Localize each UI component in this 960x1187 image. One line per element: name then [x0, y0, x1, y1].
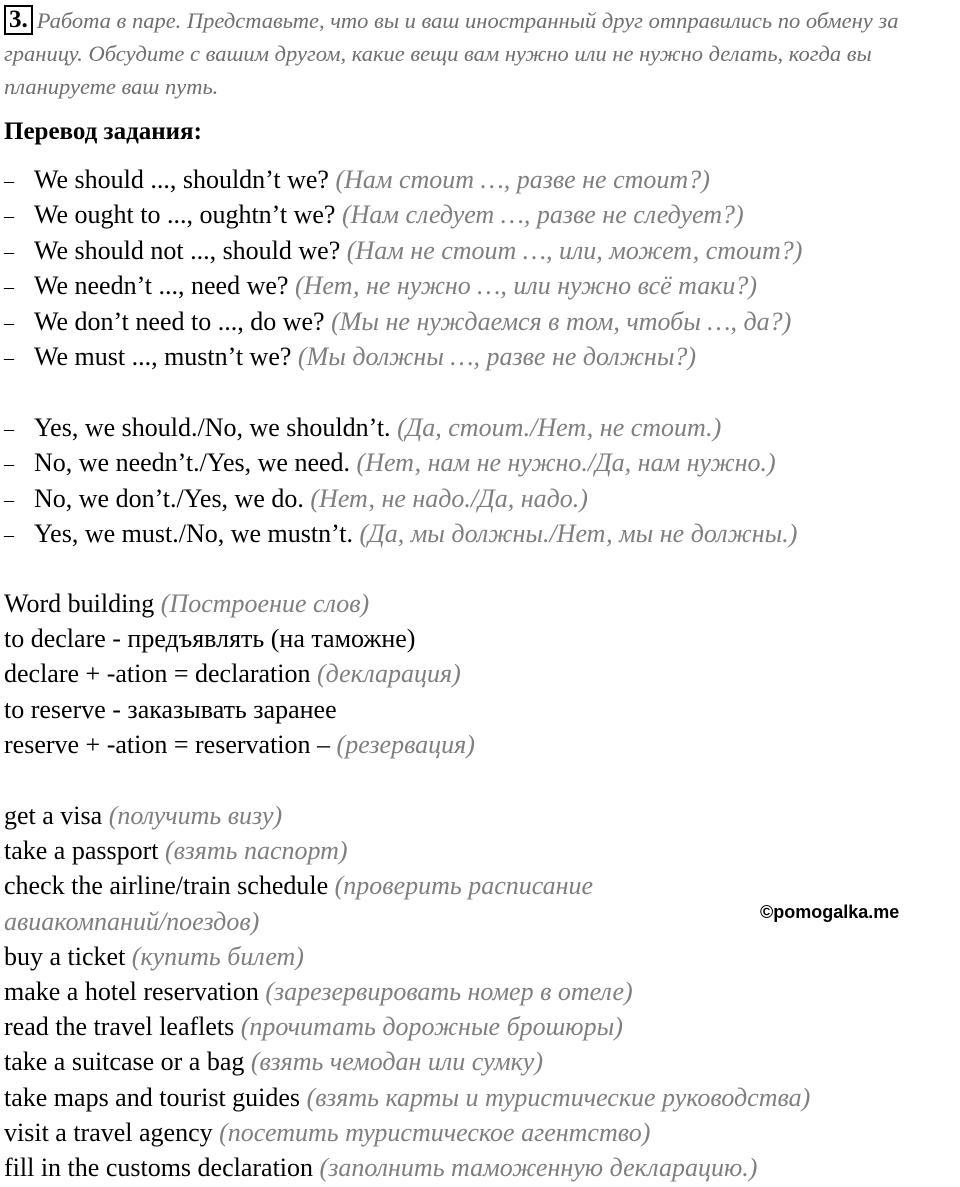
task-instruction [4, 4, 952, 103]
action-ru: (купить билет) [131, 941, 304, 971]
watermark: ©pomogalka.me [760, 902, 900, 922]
list-item [4, 798, 810, 833]
dash-bullet: – [4, 524, 14, 547]
list-item [4, 1115, 810, 1150]
task-number: 3. [4, 5, 33, 35]
dash-bullet: – [4, 311, 14, 334]
dash-bullet: – [4, 418, 14, 440]
action-en: make a hotel reservation [4, 976, 259, 1006]
phrase-ru: (Нам стоит …, разве не стоит?) [335, 165, 710, 194]
list-item [4, 1080, 810, 1115]
answer-en: Yes, we should./No, we shouldn’t. [34, 413, 391, 442]
answer-ru: (Нет, нам не нужно./Да, нам нужно.) [356, 448, 776, 478]
action-en: buy a ticket [4, 941, 126, 971]
task-text: Работа в паре. Представьте, что вы и ваш иностранный друг отправились по обмену за границу. Обсудите с вашим другом, какие вещи вам нужно или не нужно делать, когда вы планируете ваш путь. [4, 8, 899, 99]
phrase-ru: (Нам не стоит …, или, может, стоит?) [346, 235, 803, 265]
dash-bullet: – [4, 488, 14, 511]
phrase-list [4, 162, 802, 374]
action-en: take a suitcase or a bag [4, 1047, 245, 1077]
phrase-en: We needn’t ..., need we? [34, 271, 289, 301]
word-en: to reserve - заказывать заранее [4, 694, 337, 724]
action-ru: (взять чемодан или сумку) [250, 1047, 543, 1077]
list-item [4, 1044, 810, 1079]
answer-ru: (Да, мы должны./Нет, мы не должны.) [359, 519, 798, 549]
word-en: reserve + -ation = reservation – [4, 729, 331, 759]
answer-en: Yes, we must./No, we mustn’t. [34, 519, 354, 549]
answer-ru: (Нет, не надо./Да, надо.) [310, 483, 588, 513]
list-item [4, 621, 475, 656]
action-en: check the airline/train schedule [4, 871, 329, 901]
action-en: visit a travel agency [4, 1117, 213, 1147]
list-item [4, 410, 797, 445]
dash-bullet: – [4, 276, 14, 299]
word-en: declare + -ation = declaration [4, 659, 311, 689]
word-ru: (резервация) [336, 729, 475, 759]
list-item [4, 162, 802, 197]
list-item [4, 586, 475, 621]
action-ru: (взять паспорт) [165, 836, 348, 866]
section-heading: Перевод задания: [4, 118, 202, 145]
phrase-en: We must ..., mustn’t we? [34, 341, 292, 371]
action-en: read the travel leaflets [4, 1012, 235, 1042]
action-en: fill in the customs declaration [4, 1152, 314, 1182]
dash-bullet: – [4, 240, 14, 263]
list-item [4, 939, 810, 974]
answer-en: No, we needn’t./Yes, we need. [34, 448, 351, 478]
phrase-en: We ought to ..., oughtn’t we? [34, 200, 336, 230]
answer-en: No, we don’t./Yes, we do. [34, 483, 304, 513]
action-en: take a passport [4, 836, 159, 866]
list-item [4, 727, 475, 762]
answer-list [4, 410, 797, 552]
word-building-title-ru: (Построение слов) [160, 589, 370, 618]
phrase-en: We should ..., shouldn’t we? [34, 165, 329, 194]
list-item [4, 656, 475, 691]
action-en: take maps and tourist guides [4, 1082, 301, 1112]
action-ru: (прочитать дорожные брошюры) [240, 1012, 623, 1042]
action-en: get a visa [4, 801, 103, 830]
list-item [4, 516, 797, 551]
dash-bullet: – [4, 453, 14, 476]
word-building-title: Word building [4, 589, 155, 618]
action-ru: (посетить туристическое агентство) [219, 1117, 651, 1147]
phrase-en: We should not ..., should we? [34, 235, 341, 265]
list-item [4, 304, 802, 339]
list-item [4, 233, 802, 268]
list-item [4, 481, 797, 516]
action-ru: (зарезервировать номер в отеле) [265, 976, 633, 1006]
list-item [4, 445, 797, 480]
list-item [4, 197, 802, 232]
action-ru: (взять карты и туристические руководства) [306, 1082, 811, 1112]
word-ru: (декларация) [317, 659, 461, 689]
list-item [4, 268, 802, 303]
action-list [4, 798, 810, 1185]
list-item [4, 833, 810, 868]
list-item [4, 868, 724, 938]
phrase-ru: (Нет, не нужно …, или нужно всё таки?) [294, 271, 758, 301]
phrase-ru: (Мы должны …, разве не должны?) [297, 341, 697, 371]
list-item [4, 1150, 810, 1185]
phrase-ru: (Мы не нуждаемся в том, чтобы …, да?) [331, 306, 792, 336]
dash-bullet: – [4, 346, 14, 369]
dash-bullet: – [4, 170, 14, 192]
list-item [4, 974, 810, 1009]
list-item [4, 692, 475, 727]
action-ru: (заполнить таможенную декларацию.) [319, 1152, 758, 1182]
answer-ru: (Да, стоит./Нет, не стоит.) [397, 413, 722, 442]
list-item [4, 339, 802, 374]
action-ru: (получить визу) [108, 801, 283, 830]
phrase-en: We don’t need to ..., do we? [34, 306, 325, 336]
word-building-list [4, 586, 475, 762]
action-ru: (проверить расписание авиакомпаний/поездов) [4, 871, 594, 936]
list-item [4, 1009, 810, 1044]
word-en: to declare - предъявлять (на таможне) [4, 624, 416, 654]
phrase-ru: (Нам следует …, разве не следует?) [341, 200, 744, 230]
dash-bullet: – [4, 205, 14, 228]
